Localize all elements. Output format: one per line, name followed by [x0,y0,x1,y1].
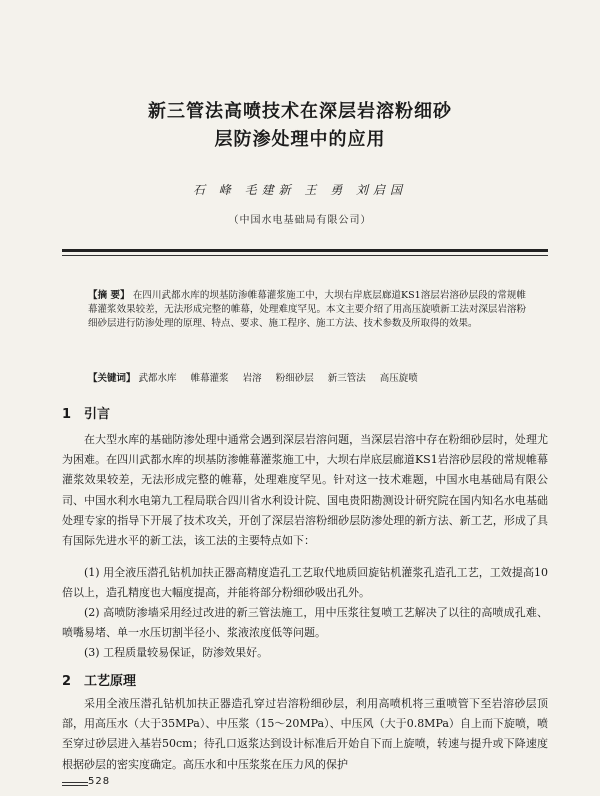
keyword: 高压旋喷 [379,373,418,384]
section-number: 2 [62,674,72,689]
section-2-paragraph-1: 采用全液压潜孔钻机加扶正器造孔穿过岩溶粉细砂层，利用高喷机将三重喷管下至岩溶砂层顶部，用高压水（大于35MPa）、中压浆（15～20MPa）、中压风（大于0.8MPa）自上而下旋喷，喷至穿过砂层进入基岩50cm；待孔口返浆达到设计标准后开始自下而上旋喷，转速与提升或下降速度根据砂层的密实度确定。高压水和中压浆浆在压力风的保护 [62,697,548,771]
keywords-label: 【关键词】 [88,373,136,384]
section-2-heading [62,670,136,689]
section-1-paragraph-3: (2) 高喷防渗墙采用经过改进的新三管法施工，用中压浆往复喷工艺解决了以往的高喷成孔难、喷嘴易堵、单一水压切割半径小、浆液浓度低等问题。 [62,606,548,640]
section-1-paragraph-2: (1) 用全液压潜孔钻机加扶正器高精度造孔工艺取代地质回旋钻机灌浆孔造孔工艺，工效提高10倍以上，造孔精度也大幅度提高，并能将部分粉细砂吸出孔外。 [62,566,548,600]
keywords [88,372,526,385]
footer-rule [62,785,88,786]
title-line-1: 新三管法高喷技术在深层岩溶粉细砂 [148,101,452,122]
keyword: 帷幕灌浆 [190,373,229,384]
section-1-paragraph-4: (3) 工程质量较易保证，防渗效果好。 [84,646,269,659]
keyword: 新三管法 [327,373,366,384]
keyword: 武都水库 [138,373,177,384]
section-1-heading [62,403,110,422]
section-1-paragraph-1: 在大型水库的基础防渗处理中通常会遇到深层岩溶问题，当深层岩溶中存在粉细砂层时，处理尤为困难。在四川武都水库的坝基防渗帷幕灌浆施工中，大坝右岸底层廊道KS1岩溶砂层段的常规帷幕灌浆效果较差，无法形成完整的帷幕，处理难度罕见。针对这一技术难题，中国水电基础局有限公司、中国水利水电第九工程局联合四川省水利设计院、国电贵阳勘测设计研究院在国内知名水电基础处理专家的指导下开展了技术攻关，开创了深层岩溶粉细砂层防渗处理的新方法、新工艺，形成了具有国际先进水平的新工法，该工法的主要特点如下： [62,433,548,548]
section-number: 1 [62,407,72,422]
keyword: 粉细砂层 [275,373,314,384]
abstract-text: 在四川武都水库的坝基防渗帷幕灌浆施工中，大坝右岸底层廊道KS1溶层岩溶砂层段的常规帷幕灌浆效果较差，无法形成完整的帷幕，处理难度罕见。本文主要介绍了用高压旋喷新工法对深层岩溶粉细砂层进行防渗处理的原理、特点、要求、施工程序、施工方法、技术参数及所取得的效果。 [88,290,526,329]
section-title: 工艺原理 [84,674,137,689]
title-line-2: 层防渗处理中的应用 [214,129,386,150]
abstract [88,289,526,330]
authors: 石 峰 毛建新 王 勇 刘启国 [192,183,408,197]
paper-title [60,98,540,154]
header-rule-thin [62,255,548,256]
affiliation: （中国水电基础局有限公司） [228,215,372,226]
header-rule-thick [62,249,548,252]
section-title: 引言 [84,407,111,422]
footer-rule [62,782,88,783]
abstract-label: 【摘 要】 [88,290,130,301]
page-number: 528 [88,776,111,787]
keyword: 岩溶 [242,373,262,384]
